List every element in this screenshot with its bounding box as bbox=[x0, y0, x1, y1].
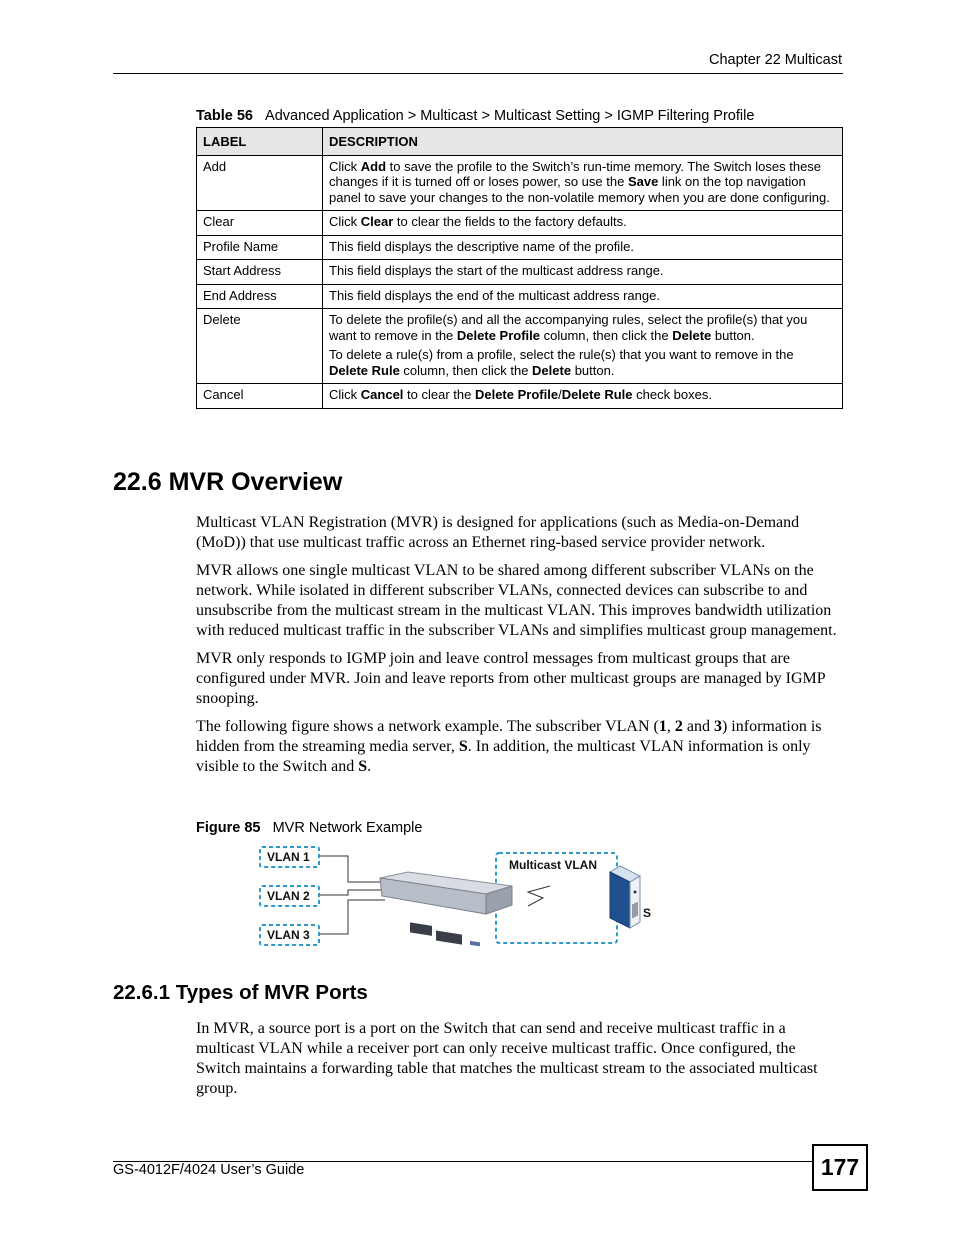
guide-title: GS-4012F/4024 User’s Guide bbox=[113, 1162, 305, 1178]
table-caption bbox=[196, 108, 754, 124]
text-run: . In addition, the multicast VLAN information is only visible to the Switch and bbox=[196, 738, 811, 775]
text-run: ) information is hidden from the streaming media server, bbox=[196, 718, 822, 755]
text-run: Click bbox=[329, 158, 361, 174]
body-paragraph bbox=[196, 513, 844, 553]
description-paragraph bbox=[329, 312, 836, 343]
vlan-2-label: VLAN 2 bbox=[267, 889, 310, 903]
row-label: Start Address bbox=[197, 260, 323, 285]
description-paragraph bbox=[329, 214, 836, 230]
body-paragraph bbox=[196, 1019, 844, 1099]
body-paragraph bbox=[196, 717, 844, 777]
row-label: Delete bbox=[197, 309, 323, 384]
subsection-body bbox=[196, 1019, 844, 1099]
text-run: Click bbox=[329, 214, 361, 229]
row-label: Profile Name bbox=[197, 235, 323, 260]
table-row bbox=[197, 284, 843, 309]
text-run: This field displays the start of the multicast address range. bbox=[329, 263, 664, 278]
bold-term: Save bbox=[627, 174, 659, 189]
description-paragraph bbox=[329, 263, 836, 279]
description-paragraph bbox=[329, 288, 836, 304]
text-run: This field displays the end of the multicast address range. bbox=[329, 287, 660, 303]
text-run: and bbox=[682, 718, 714, 735]
row-description bbox=[323, 309, 843, 384]
text-run: link on the top navigation panel to save your changes to the non-volatile memory when you are done configuring. bbox=[329, 174, 830, 205]
bold-term: 1 bbox=[658, 718, 667, 735]
bold-term: S bbox=[458, 738, 468, 755]
text-run: to save the profile to the Switch’s run-time memory. The Switch loses these changes if it is turned off or loses power, so use the bbox=[329, 158, 822, 189]
bold-term: Delete bbox=[672, 327, 712, 343]
bold-term: Delete Profile bbox=[474, 387, 559, 402]
row-label: Add bbox=[197, 155, 323, 211]
text-run: column, then click the bbox=[540, 327, 673, 343]
section-title: 22.6 MVR Overview bbox=[113, 468, 343, 496]
text-run: The following figure shows a network example. The subscriber VLAN ( bbox=[196, 718, 659, 735]
text-run: In MVR, a source port is a port on the Switch that can send and receive multicast traffic in a multicast VLAN while a receiver port can only receive multicast traffic. Once configured, the Switch maintains a forwarding table that matches the multicast stream to the associated multicast group. bbox=[196, 1020, 818, 1097]
text-run: button. bbox=[571, 362, 615, 378]
body-paragraph bbox=[196, 649, 844, 709]
row-description bbox=[323, 211, 843, 236]
chapter-header: Chapter 22 Multicast bbox=[709, 52, 842, 68]
description-paragraph bbox=[329, 387, 836, 403]
vlan-3-box bbox=[260, 925, 319, 945]
table-body bbox=[197, 155, 843, 408]
header-rule bbox=[113, 73, 843, 74]
bold-term: Delete bbox=[532, 362, 572, 378]
page-number: 177 bbox=[812, 1144, 868, 1191]
text-run: This field displays the descriptive name of the profile. bbox=[329, 238, 634, 254]
text-run: to clear the fields to the factory defaults. bbox=[393, 214, 627, 229]
table-row bbox=[197, 155, 843, 211]
table-caption-label: Table 56 bbox=[196, 108, 253, 124]
text-run: to clear the bbox=[403, 387, 475, 402]
text-run: MVR allows one single multicast VLAN to be shared among different subscriber VLANs on the network. While isolated in different subscriber VLANs, connected devices can subscribe to and unsubscribe from the multicast stream in the multicast VLAN. This improves bandwidth utilization with reduced multicast traffic in the subscriber VLANs and simplifies multicast group management. bbox=[196, 562, 837, 639]
text-run: Multicast VLAN Registration (MVR) is designed for applications (such as Media-on-Demand (MoD)) that use multicast traffic across an Ethernet ring-based service provider network. bbox=[196, 514, 800, 551]
text-run: MVR only responds to IGMP join and leave control messages from multicast groups that are configured under MVR. Join and leave reports from other multicast groups are managed by IGMP snooping. bbox=[196, 650, 826, 707]
table-row bbox=[197, 260, 843, 285]
vlan-1-box bbox=[260, 847, 319, 867]
text-run: button. bbox=[711, 327, 755, 343]
row-description bbox=[323, 284, 843, 309]
figure-caption-label: Figure 85 bbox=[196, 820, 261, 836]
table-row bbox=[197, 384, 843, 409]
igmp-filtering-profile-table bbox=[196, 127, 843, 409]
bold-term: Delete Rule bbox=[329, 362, 400, 378]
table-row bbox=[197, 309, 843, 384]
row-description bbox=[323, 155, 843, 211]
text-run: / bbox=[558, 387, 562, 402]
bold-term: Delete Profile bbox=[456, 327, 540, 343]
col-description-header: DESCRIPTION bbox=[323, 128, 843, 156]
server-label: S bbox=[643, 906, 652, 920]
bold-term: 2 bbox=[674, 718, 683, 735]
text-run: To delete the profile(s) and all the accompanying rules, select the profile(s) that you want to remove in the bbox=[329, 312, 808, 343]
multicast-vlan-label: Multicast VLAN bbox=[509, 858, 598, 872]
vlan-2-box bbox=[260, 886, 319, 906]
figure-caption bbox=[196, 820, 422, 836]
bold-term: Clear bbox=[360, 214, 394, 229]
section-body bbox=[196, 513, 844, 777]
bold-term: Delete Rule bbox=[561, 387, 633, 402]
bold-term: Cancel bbox=[360, 387, 404, 402]
vlan-3-label: VLAN 3 bbox=[267, 928, 310, 942]
table-caption-text: Advanced Application > Multicast > Multicast Setting > IGMP Filtering Profile bbox=[265, 108, 755, 124]
server-icon bbox=[610, 866, 640, 928]
table-header-row bbox=[197, 128, 843, 156]
vlan-1-label: VLAN 1 bbox=[267, 850, 310, 864]
mvr-network-figure bbox=[250, 842, 670, 950]
subsection-title: 22.6.1 Types of MVR Ports bbox=[113, 981, 368, 1004]
bold-term: 3 bbox=[713, 718, 722, 735]
row-description bbox=[323, 260, 843, 285]
row-label: End Address bbox=[197, 284, 323, 309]
body-paragraph bbox=[196, 561, 844, 641]
row-description bbox=[323, 235, 843, 260]
table-row bbox=[197, 211, 843, 236]
bold-term: S bbox=[358, 758, 368, 775]
switch-icon bbox=[380, 872, 512, 946]
row-label: Clear bbox=[197, 211, 323, 236]
col-label-header: LABEL bbox=[197, 128, 323, 156]
text-run: column, then click the bbox=[399, 362, 533, 378]
figure-caption-text: MVR Network Example bbox=[272, 820, 423, 836]
text-run: Click bbox=[329, 387, 361, 402]
text-run: . bbox=[367, 758, 372, 775]
row-label: Cancel bbox=[197, 384, 323, 409]
description-paragraph bbox=[329, 239, 836, 255]
description-paragraph bbox=[329, 347, 836, 378]
bold-term: Add bbox=[360, 158, 387, 174]
text-run: To delete a rule(s) from a profile, select the rule(s) that you want to remove in the bbox=[329, 347, 794, 362]
row-description bbox=[323, 384, 843, 409]
multicast-vlan-box bbox=[496, 853, 617, 943]
description-paragraph bbox=[329, 159, 836, 206]
table-row bbox=[197, 235, 843, 260]
text-run: check boxes. bbox=[632, 387, 712, 402]
text-run: , bbox=[666, 718, 675, 735]
